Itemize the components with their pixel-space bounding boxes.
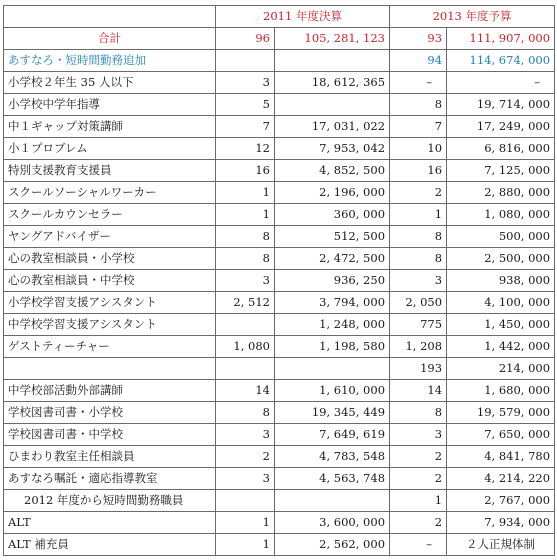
amount-2013: 1, 442, 000: [447, 336, 555, 358]
row-label: [4, 358, 216, 380]
row-label: ゲストティーチャー: [4, 336, 216, 358]
row-label: 心の教室相談員・中学校: [4, 270, 216, 292]
amount-2013: 1, 080, 000: [447, 204, 555, 226]
row-label: ALT 補充員: [4, 534, 216, 556]
count-2011: 96: [216, 28, 275, 50]
count-2013: 3: [390, 270, 447, 292]
amount-2011: 3, 600, 000: [275, 512, 390, 534]
count-2013: 1: [390, 204, 447, 226]
amount-2013: 4, 214, 220: [447, 468, 555, 490]
table-row: [4, 116, 555, 138]
table-row: [4, 534, 555, 556]
row-label: スクールカウンセラー: [4, 204, 216, 226]
count-2013: 10: [390, 138, 447, 160]
table-row: [4, 402, 555, 424]
amount-2011: 1, 610, 000: [275, 380, 390, 402]
count-2011: 3: [216, 270, 275, 292]
amount-2011: 360, 000: [275, 204, 390, 226]
table-row: [4, 358, 555, 380]
count-2011: 14: [216, 380, 275, 402]
amount-2013: 1, 450, 000: [447, 314, 555, 336]
amount-2013: 938, 000: [447, 270, 555, 292]
count-2011: 8: [216, 226, 275, 248]
row-label: 特別支援教育支援員: [4, 160, 216, 182]
table-row: [4, 182, 555, 204]
row-label: 学校図書司書・小学校: [4, 402, 216, 424]
budget-table: [3, 5, 555, 556]
count-2011: [216, 358, 275, 380]
count-2013: –: [390, 72, 447, 94]
count-2013: 93: [390, 28, 447, 50]
amount-2011: [275, 490, 390, 512]
amount-2013: 214, 000: [447, 358, 555, 380]
count-2013: 1: [390, 490, 447, 512]
amount-2011: [275, 358, 390, 380]
amount-2011: 18, 612, 365: [275, 72, 390, 94]
row-label: スクールソーシャルワーカー: [4, 182, 216, 204]
amount-2011: 2, 472, 500: [275, 248, 390, 270]
amount-2013: 114, 674, 000: [447, 50, 555, 72]
row-label: 合計: [4, 28, 216, 50]
count-2013: 2: [390, 512, 447, 534]
count-2013: 8: [390, 248, 447, 270]
amount-2013: 4, 841, 780: [447, 446, 555, 468]
amount-2011: [275, 94, 390, 116]
header-label-cell: [4, 6, 216, 28]
table-row: [4, 28, 555, 50]
amount-2013: 19, 579, 000: [447, 402, 555, 424]
amount-2011: 4, 783, 548: [275, 446, 390, 468]
row-label: ALT: [4, 512, 216, 534]
amount-2013: 4, 100, 000: [447, 292, 555, 314]
amount-2011: [275, 50, 390, 72]
amount-2013: ２人正規体制: [447, 534, 555, 556]
count-2011: 2: [216, 446, 275, 468]
table-row: [4, 292, 555, 314]
count-2011: 12: [216, 138, 275, 160]
count-2011: [216, 314, 275, 336]
table-row: [4, 380, 555, 402]
count-2013: 2: [390, 182, 447, 204]
table-row: [4, 468, 555, 490]
count-2011: [216, 50, 275, 72]
table-row: [4, 490, 555, 512]
count-2011: 1: [216, 204, 275, 226]
amount-2011: 3, 794, 000: [275, 292, 390, 314]
table-row: [4, 72, 555, 94]
count-2011: 8: [216, 248, 275, 270]
table-row: [4, 336, 555, 358]
budget-table-body: [4, 6, 555, 556]
table-row: [4, 138, 555, 160]
amount-2011: 1, 248, 000: [275, 314, 390, 336]
count-2011: 8: [216, 402, 275, 424]
row-label: 学校図書司書・中学校: [4, 424, 216, 446]
amount-2013: 500, 000: [447, 226, 555, 248]
count-2013: 193: [390, 358, 447, 380]
table-header-row: [4, 6, 555, 28]
row-label: 小学校２年生 35 人以下: [4, 72, 216, 94]
amount-2013: 2, 767, 000: [447, 490, 555, 512]
amount-2013: 19, 714, 000: [447, 94, 555, 116]
amount-2011: 17, 031, 022: [275, 116, 390, 138]
row-label: あすなろ嘱託・適応指導教室: [4, 468, 216, 490]
row-label: 2012 年度から短時間勤務職員: [4, 490, 216, 512]
count-2013: 94: [390, 50, 447, 72]
table-row: [4, 226, 555, 248]
count-2013: –: [390, 534, 447, 556]
amount-2011: 105, 281, 123: [275, 28, 390, 50]
budget-table-sheet: [3, 5, 554, 556]
row-label: 中学校学習支援アシスタント: [4, 314, 216, 336]
count-2011: 1, 080: [216, 336, 275, 358]
table-row: [4, 248, 555, 270]
row-label: 小１プロブレム: [4, 138, 216, 160]
amount-2011: 512, 500: [275, 226, 390, 248]
table-row: [4, 204, 555, 226]
amount-2013: 7, 650, 000: [447, 424, 555, 446]
table-row: [4, 446, 555, 468]
count-2013: 3: [390, 424, 447, 446]
header-2011-settlement: 2011 年度決算: [216, 6, 390, 28]
count-2013: 16: [390, 160, 447, 182]
header-2013-budget: 2013 年度予算: [390, 6, 555, 28]
amount-2013: –: [447, 72, 555, 94]
table-row: [4, 424, 555, 446]
amount-2013: 7, 125, 000: [447, 160, 555, 182]
table-row: [4, 50, 555, 72]
table-row: [4, 94, 555, 116]
count-2011: 3: [216, 72, 275, 94]
count-2013: 2: [390, 446, 447, 468]
table-row: [4, 512, 555, 534]
count-2013: 2, 050: [390, 292, 447, 314]
amount-2011: 4, 563, 748: [275, 468, 390, 490]
count-2013: 14: [390, 380, 447, 402]
count-2011: 7: [216, 116, 275, 138]
row-label: 小学校中学年指導: [4, 94, 216, 116]
amount-2013: 1, 680, 000: [447, 380, 555, 402]
count-2011: 1: [216, 512, 275, 534]
count-2013: 1, 208: [390, 336, 447, 358]
count-2011: [216, 490, 275, 512]
row-label: あすなろ・短時間勤務追加: [4, 50, 216, 72]
amount-2011: 2, 196, 000: [275, 182, 390, 204]
amount-2011: 2, 562, 000: [275, 534, 390, 556]
amount-2011: 4, 852, 500: [275, 160, 390, 182]
amount-2013: 111, 907, 000: [447, 28, 555, 50]
row-label: 小学校学習支援アシスタント: [4, 292, 216, 314]
amount-2011: 1, 198, 580: [275, 336, 390, 358]
row-label: 中１ギャップ対策講師: [4, 116, 216, 138]
count-2011: 5: [216, 94, 275, 116]
count-2011: 1: [216, 534, 275, 556]
count-2011: 2, 512: [216, 292, 275, 314]
count-2013: 2: [390, 468, 447, 490]
row-label: ヤングアドバイザー: [4, 226, 216, 248]
row-label: ひまわり教室主任相談員: [4, 446, 216, 468]
count-2011: 16: [216, 160, 275, 182]
count-2013: 8: [390, 402, 447, 424]
amount-2013: 7, 934, 000: [447, 512, 555, 534]
row-label: 中学校部活動外部講師: [4, 380, 216, 402]
amount-2011: 7, 953, 042: [275, 138, 390, 160]
count-2011: 3: [216, 468, 275, 490]
amount-2013: 17, 249, 000: [447, 116, 555, 138]
amount-2013: 2, 500, 000: [447, 248, 555, 270]
amount-2013: 6, 816, 000: [447, 138, 555, 160]
table-row: [4, 160, 555, 182]
amount-2011: 936, 250: [275, 270, 390, 292]
table-row: [4, 314, 555, 336]
count-2013: 775: [390, 314, 447, 336]
amount-2011: 7, 649, 619: [275, 424, 390, 446]
count-2011: 1: [216, 182, 275, 204]
amount-2013: 2, 880, 000: [447, 182, 555, 204]
table-row: [4, 270, 555, 292]
count-2013: 7: [390, 116, 447, 138]
count-2013: 8: [390, 94, 447, 116]
count-2011: 3: [216, 424, 275, 446]
amount-2011: 19, 345, 449: [275, 402, 390, 424]
count-2013: 8: [390, 226, 447, 248]
row-label: 心の教室相談員・小学校: [4, 248, 216, 270]
